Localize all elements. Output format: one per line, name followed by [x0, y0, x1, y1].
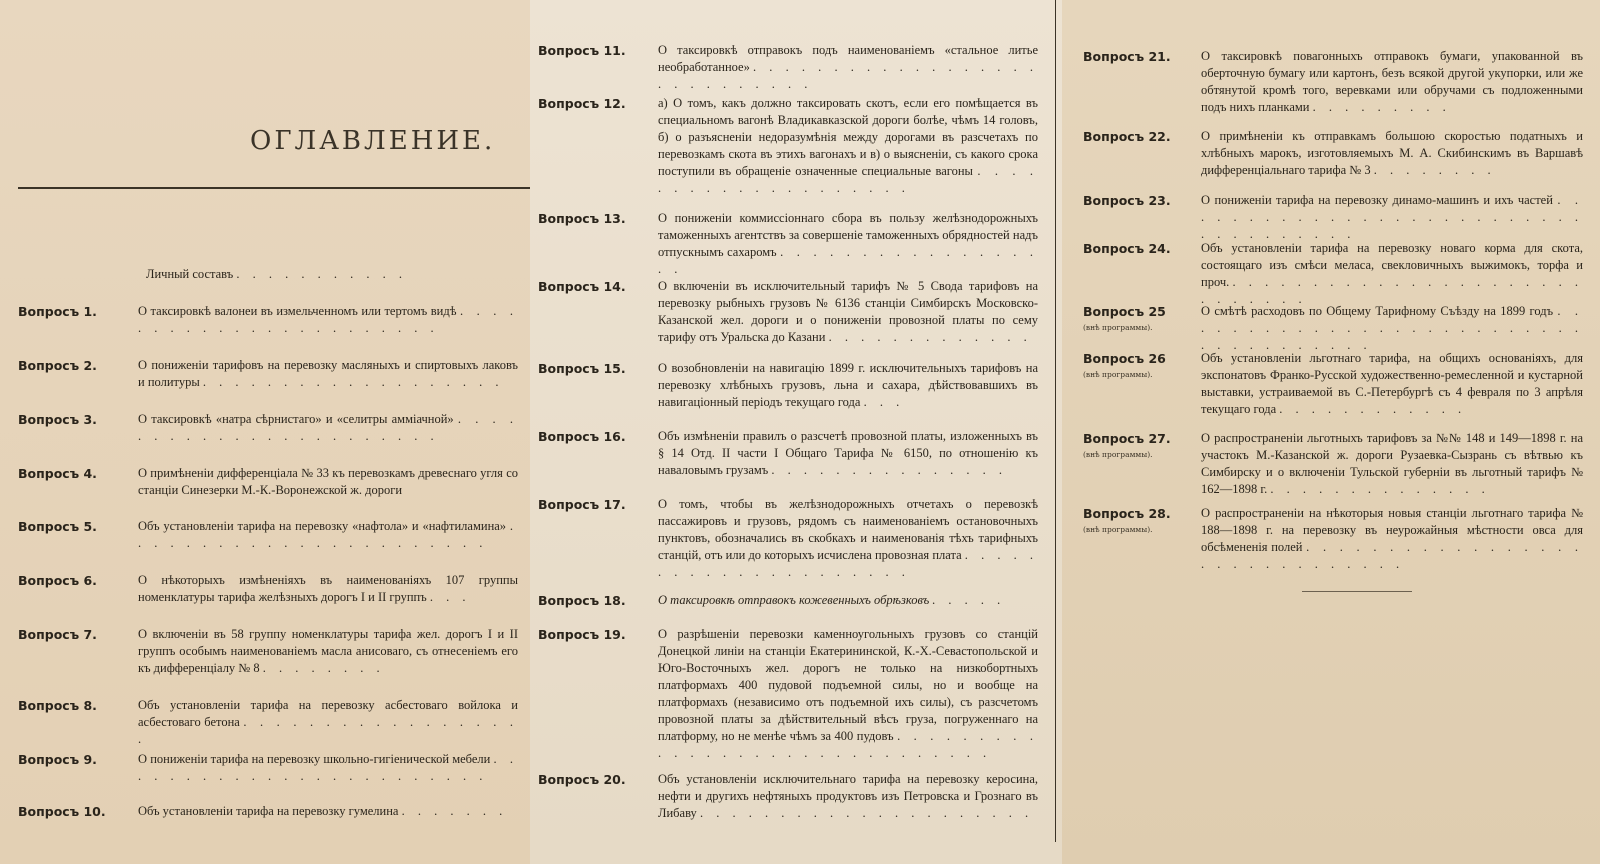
question-body [1201, 430, 1583, 498]
question-text: а) О томъ, какъ должно таксировать скотъ, если его помѣщается въ специальномъ вагонѣ Владикавказской дороги болѣе, чѣмъ 14 головъ, б) о разъясненіи недоразумѣнія между дорогами въ разсчетахъ по перевозкамъ скота въ этихъ вагонахъ и в) о выясненіи, съ какого срока поступили въ обращеніе означенные специальные вагоны [658, 96, 1038, 178]
question-note: (внѣ программы). [1083, 525, 1153, 534]
leader-dots: . . . . . . . . . . . . . . . . . . [658, 245, 1039, 276]
question-text: О таксировкѣ отправокъ подъ наименованіемъ «стальное литье необработанное» [658, 43, 1038, 74]
leader-dots: . . . . . . . . . . . . . . . . . . . . . . . . . . . . [658, 60, 1039, 91]
question-text: Объ установленіи тарифа на перевозку новаго корма для скота, состоящаго изъ смѣси меласа, свекловичныхъ выжимокъ, торфа и проч. [1201, 241, 1583, 289]
question-label: Вопросъ 16. [538, 429, 626, 444]
column-divider [1055, 0, 1056, 842]
toc-title: ОГЛАВЛЕНИЕ. [250, 126, 496, 156]
leader-dots: . . . . . . . . . . . . . . . . . . . . . [699, 806, 1034, 820]
question-text: О нѣкоторыхъ измѣненіяхъ въ наименованіяхъ 107 группы номенклатуры тарифа желѣзныхъ дорогъ I и II группъ [138, 573, 518, 604]
leader-dots: . . . . . . . . . . . . . . . . . . [138, 715, 519, 746]
question-body [1201, 350, 1583, 418]
question-label: Вопросъ 25 [1083, 304, 1166, 319]
question-text: О таксировкѣ валонеи въ измельченномъ или тертомъ видѣ [138, 304, 457, 318]
question-text: О пониженіи тарифа на перевозку динамо-машинъ и ихъ частей [1201, 193, 1553, 207]
question-body [138, 357, 518, 391]
question-label: Вопросъ 6. [18, 573, 97, 588]
question-text: О распространеніи на нѣкоторыя новыя станціи льготнаго тарифа № 188—1898 г. на перевозку въ неурожайныя мѣстности овса для обсѣмененія полей [1201, 506, 1583, 554]
question-body [138, 465, 518, 499]
question-label: Вопросъ 9. [18, 752, 97, 767]
question-text: О пониженіи тарифа на перевозку школьно-гигіенической мебели [138, 752, 491, 766]
question-label: Вопросъ 5. [18, 519, 97, 534]
leader-dots: . . . . . . . . . . . . . . . [771, 463, 1007, 477]
question-note: (внѣ программы). [1083, 370, 1153, 379]
question-body [658, 42, 1038, 93]
toc-column-3 [1062, 0, 1600, 864]
leader-dots: . . . . . . . . [1373, 163, 1496, 177]
question-label: Вопросъ 3. [18, 412, 97, 427]
question-label: Вопросъ 23. [1083, 193, 1171, 208]
leader-dots: . . . . . . . [401, 804, 508, 818]
title-rule [18, 187, 530, 189]
toc-column-1 [0, 0, 530, 864]
question-body [138, 626, 518, 677]
question-body [658, 278, 1038, 346]
question-text: О таксировкѣ повагонныхъ отправокъ бумаги, упакованной въ оберточную бумагу или картонъ, безъ всякой другой укупорки, или же обтянутой кромѣ того, веревками или обручами съ подложенными подъ нихъ планками [1201, 49, 1583, 114]
question-body [138, 572, 518, 606]
question-text: Объ установленіи тарифа на перевозку гумелина [138, 804, 399, 818]
question-label: Вопросъ 18. [538, 593, 626, 608]
leader-dots: . . . . . . . . . . . . . . . . . . . . . . . . . . . . . . [658, 729, 1039, 760]
question-body [658, 95, 1038, 197]
question-body [658, 592, 1038, 609]
leader-dots: . . . . . . . . . . . . . . . . . . . . . . . . . . . . . . . . . . . . . [1201, 304, 1583, 352]
question-text: О томъ, чтобы въ желѣзнодорожныхъ отчетахъ о перевозкѣ пассажировъ и грузовъ, рядомъ съ наименованіемъ остановочныхъ пунктовъ, обозначались въ скобкахъ и наименованія тѣхъ тарифныхъ станцій, отъ или до которыхъ исчислена провозная плата [658, 497, 1038, 562]
question-label: Вопросъ 11. [538, 43, 626, 58]
question-body [1201, 192, 1583, 243]
question-text: Объ установленіи тарифа на перевозку «нафтола» и «нафтиламина» [138, 519, 507, 533]
question-note: (внѣ программы). [1083, 323, 1153, 332]
question-body [658, 771, 1038, 822]
toc-column-2 [530, 0, 1062, 864]
leader-dots: . . . . . . . . . . . . [1279, 402, 1467, 416]
question-text: О включеніи въ 58 группу номенклатуры тарифа жел. дорогъ I и II группъ особымъ наименованіемъ масла анисоваго, съ отнесеніемъ его къ дифференціалу № 8 [138, 627, 518, 675]
question-label: Вопросъ 8. [18, 698, 97, 713]
question-label: Вопросъ 4. [18, 466, 97, 481]
leader-dots: . . . . . . . . . . . . . . . . . . . . . . . . . . . . . . [1201, 540, 1584, 571]
question-label: Вопросъ 14. [538, 279, 626, 294]
leader-dots: . . . . . . . . . . . . . . . . . . . . . . . [138, 519, 519, 550]
question-label: Вопросъ 15. [538, 361, 626, 376]
question-label: Вопросъ 28. [1083, 506, 1171, 521]
question-text: О распространеніи льготныхъ тарифовъ за №№ 148 и 149—1898 г. на участокъ М.-Казанской ж. дороги Рузаевка-Сызрань съ вѣтвью къ Симбирску и о включеніи Тульской губерніи въ льготный тарифъ № 162—1898 г. [1201, 431, 1583, 496]
question-text: О примѣненіи дифференціала № 33 къ перевозкамъ древеснаго угля со станціи Синезерки М.-К.-Воронежской ж. дороги [138, 466, 518, 497]
question-note: (внѣ программы). [1083, 450, 1153, 459]
question-text: О таксировкѣ «натра сѣрнистаго» и «селитры аммiачной» [138, 412, 454, 426]
question-label: Вопросъ 19. [538, 627, 626, 642]
question-text: О смѣтѣ расходовъ по Общему Тарифному Съѣзду на 1899 годъ [1201, 304, 1554, 318]
question-body [658, 428, 1038, 479]
question-label: Вопросъ 1. [18, 304, 97, 319]
leader-dots: . . . . . . . . . . . . . . . . . . . . [658, 164, 1039, 195]
end-rule [1302, 591, 1412, 592]
personal-text: Личный составъ [146, 267, 234, 281]
question-body [138, 751, 518, 785]
question-body [1201, 505, 1583, 573]
question-body [138, 697, 518, 748]
question-text: О пониженіи коммиссіоннаго сбора въ пользу желѣзнодорожныхъ таможенныхъ агентствъ за совершеніе таможенныхъ обрядностей надъ отпускнымъ сахаромъ [658, 211, 1038, 259]
question-label: Вопросъ 7. [18, 627, 97, 642]
question-text: Объ измѣненіи правилъ о разсчетѣ провозной платы, изложенныхъ въ § 14 Отд. II части I Общаго Тарифа № 6150, по отношенію къ наваловымъ грузамъ [658, 429, 1038, 477]
leader-dots: . . . . . [932, 593, 1006, 607]
leader-dots: . . . . . . . . . . . . . . . . . . . [202, 375, 504, 389]
question-label: Вопросъ 17. [538, 497, 626, 512]
question-body [1201, 48, 1583, 116]
question-text: О таксировкѣ отправокъ кожевенныхъ обрѣзковъ [658, 593, 930, 607]
personal-body [146, 266, 526, 283]
leader-dots: . . . [863, 395, 905, 409]
question-body [138, 518, 518, 552]
question-label: Вопросъ 26 [1083, 351, 1166, 366]
question-body [658, 360, 1038, 411]
question-body [1201, 303, 1583, 354]
question-label: Вопросъ 22. [1083, 129, 1171, 144]
question-text: О примѣненіи къ отправкамъ большою скоростью податныхъ и хлѣбныхъ марокъ, изготовляемыхъ М. А. Скибинскимъ въ Варшавѣ дифференціальнаго тарифа № 3 [1201, 129, 1583, 177]
question-label: Вопросъ 20. [538, 772, 626, 787]
leader-dots: . . . . . . . . . . . . . . . . . . . . . . . [138, 304, 519, 335]
question-label: Вопросъ 24. [1083, 241, 1171, 256]
leader-dots: . . . . . . . . . . . . . . . . . . . . . [658, 548, 1039, 579]
question-text: О разрѣшеніи перевозки каменноугольныхъ грузовъ со станцій Донецкой линіи на станціи Екатерининской, К.-Х.-Севастопольской и Юго-Восточныхъ жел. дорогъ не только на низкобортныхъ платформахъ 400 пудовой подъемной силы, но и вообще на платформахъ (независимо отъ подъемной ихъ силы), съ разсчетомъ провозной платы за дѣйствительный вѣсъ груза, погруженнаго на платформу, но не менѣе чѣмъ за 400 пудовъ [658, 627, 1038, 743]
question-body [138, 303, 518, 337]
leader-dots: . . . . . . . . . [1312, 100, 1451, 114]
question-label: Вопросъ 27. [1083, 431, 1171, 446]
leader-dots: . . . . . . . . . . . . . . . . . . . . . . . . [138, 752, 518, 783]
question-label: Вопросъ 21. [1083, 49, 1171, 64]
question-label: Вопросъ 13. [538, 211, 626, 226]
question-text: О включеніи въ исключительный тарифъ № 5 Свода тарифовъ на перевозку рыбныхъ грузовъ № 6136 станціи Симбирскъ Московско-Казанской жел. дороги и о пониженіи провозной платы по сему тарифу отъ Уральска до Казани [658, 279, 1038, 344]
question-label: Вопросъ 2. [18, 358, 97, 373]
question-text: О возобновленіи на навигацію 1899 г. исключительныхъ тарифовъ на перевозку хлѣбныхъ грузовъ, льна и сахара, дѣйствовавшихъ въ навигаціонный періодъ текущаго года [658, 361, 1038, 409]
personal-dots: . . . . . . . . . . . [236, 267, 407, 281]
question-text: Объ установленіи тарифа на перевозку асбестоваго войлока и асбестоваго бетона [138, 698, 518, 729]
question-label: Вопросъ 10. [18, 804, 106, 819]
question-body [1201, 240, 1583, 308]
question-text: О пониженіи тарифовъ на перевозку масляныхъ и спиртовыхъ лаковъ и политуры [138, 358, 518, 389]
leader-dots: . . . . . . . . [262, 661, 385, 675]
leader-dots: . . . . . . . . . . . . . . . . . . . . . . . . . . . . . . . . . . . . [1201, 193, 1583, 241]
question-body [1201, 128, 1583, 179]
question-body [138, 411, 518, 445]
question-body [138, 803, 518, 820]
question-body [658, 496, 1038, 581]
leader-dots: . . . . . . . . . . . . . . . . . . . . . . . . . . . . . [1201, 275, 1584, 306]
leader-dots: . . . . . . . . . . . . . . . . . . . . . . . [138, 412, 518, 443]
question-text: Объ установленіи льготнаго тарифа, на общихъ основаніяхъ, для экспонатовъ Франко-Русской художественно-ремесленной и кустарной выставки, устраиваемой въ С.-Петербургѣ съ 4 февраля по 3 апрѣля текущаго года [1201, 351, 1583, 416]
leader-dots: . . . . . . . . . . . . . . [1270, 482, 1490, 496]
question-text: Объ установленіи исключительнаго тарифа на перевозку керосина, нефти и другихъ нефтяныхъ продуктовъ изъ Петровска и Грознаго въ Либаву [658, 772, 1038, 820]
question-body [658, 626, 1038, 762]
leader-dots: . . . . . . . . . . . . . [828, 330, 1032, 344]
question-body [658, 210, 1038, 278]
leader-dots: . . . [429, 590, 471, 604]
question-label: Вопросъ 12. [538, 96, 626, 111]
